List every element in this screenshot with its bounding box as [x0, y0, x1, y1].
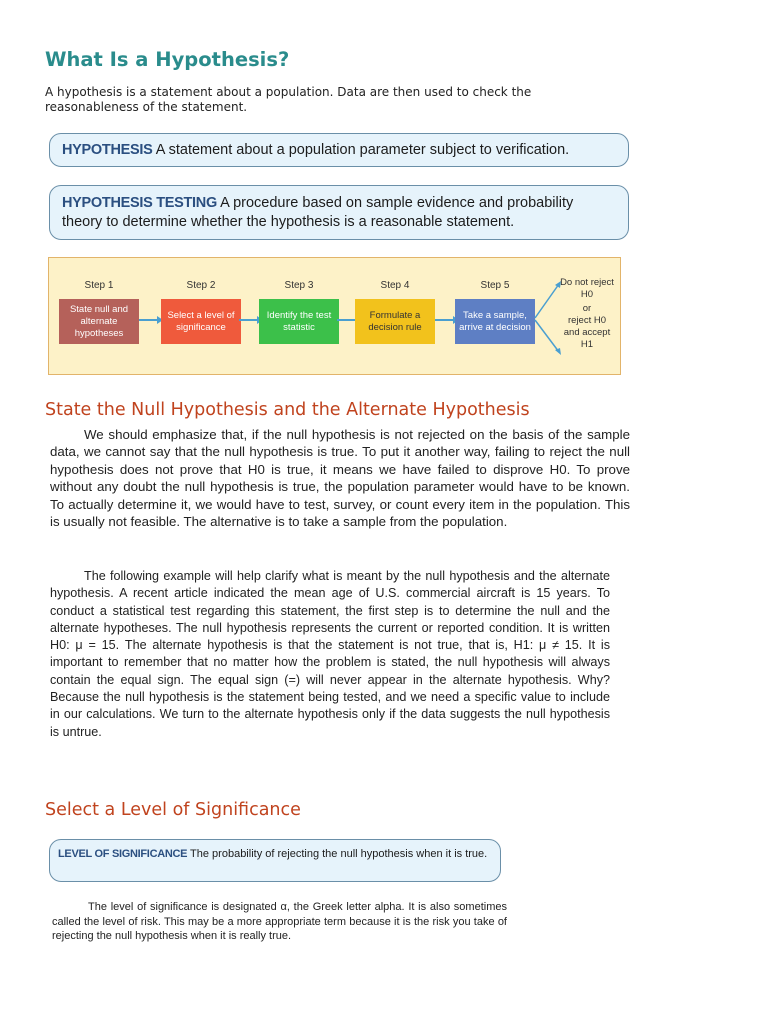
step-label: Step 3: [284, 280, 314, 291]
step-box-decision-rule: Formulate a decision rule: [355, 299, 435, 344]
arrow-icon: [139, 319, 161, 321]
step-box-significance: Select a level of significance: [161, 299, 241, 344]
outcome-reject: reject H0 and accept H1: [563, 315, 611, 350]
definition-text: A procedure based on sample evidence and probability theory to determine whether the hypothesis is a reasonable statement.: [62, 195, 574, 230]
paragraph-null-hypothesis-1: [50, 426, 630, 530]
definition-box-hypothesis-testing: [49, 185, 629, 240]
step-label: Step 1: [84, 280, 114, 291]
arrow-icon: [435, 319, 457, 321]
paragraph-text: We should emphasize that, if the null hypothesis is not rejected on the basis of the sample data, we cannot say that the null hypothesis is true. To put it another way, failing to reject the null hypothesis does not prove that H0 is true, it means we have failed to disprove H0. To prove without any doubt the null hypothesis is true, the population parameter would have to be known. To actually determine it, we would have to test, survey, or count every item in the population. This is usually not feasible. The alternative is to take a sample from the population.: [50, 427, 630, 530]
step-box-state-hypotheses: State null and alternate hypotheses: [59, 299, 139, 344]
step-box-take-sample: Take a sample, arrive at decision: [455, 299, 535, 344]
step-label: Step 5: [480, 280, 510, 291]
intro-text: A hypothesis is a statement about a population. Data are then used to check the reasonableness of the statement.: [45, 85, 532, 114]
definition-box-hypothesis: [49, 133, 629, 167]
page-title: What Is a Hypothesis?: [45, 48, 290, 71]
definition-term: HYPOTHESIS: [62, 142, 153, 158]
definition-text: The probability of rejecting the null hypothesis when it is true.: [190, 848, 488, 860]
outcome-do-not-reject: Do not reject H0: [560, 277, 614, 300]
paragraph-text: The level of significance is designated α, the Greek letter alpha. It is also sometimes called the level of risk. This may be a more appropriate term because it is the risk you take of rejecting the null hypothesis when it is really true.: [52, 901, 507, 942]
paragraph-null-hypothesis-2: [50, 568, 610, 741]
arrow-icon: [239, 319, 261, 321]
hypothesis-testing-steps-diagram: [48, 257, 621, 375]
section-heading-null-hypothesis: State the Null Hypothesis and the Alternate Hypothesis: [45, 400, 530, 420]
step-box-test-statistic: Identify the test statistic: [259, 299, 339, 344]
paragraph-significance: [52, 900, 507, 944]
step-label: Step 2: [186, 280, 216, 291]
definition-term: LEVEL OF SIGNIFICANCE: [58, 848, 188, 860]
definition-term: HYPOTHESIS TESTING: [62, 195, 217, 211]
definition-box-level-of-significance: [49, 839, 501, 882]
definition-text: A statement about a population parameter subject to verification.: [155, 142, 570, 158]
step-label: Step 4: [380, 280, 410, 291]
outcome-or: or: [582, 303, 592, 314]
paragraph-text: The following example will help clarify what is meant by the null hypothesis and the alternate hypothesis. A recent article indicated the mean age of U.S. commercial aircraft is 15 years. To conduct a statistical test regarding this statement, the first step is to determine the null and the alternate hypotheses. The null hypothesis represents the current or reported condition. It is written H0: μ = 15. The alternate hypothesis is that the statement is not true, that is, H1: μ ≠ 15. It is important to remember that no matter how the problem is stated, the null hypothesis will always contain the equal sign. The equal sign (=) will never appear in the alternate hypothesis. Why? Because the null hypothesis is the statement being tested, and we need a specific value to include in our calculations. We turn to the alternate hypothesis only if the data suggests the null hypothesis is untrue.: [50, 569, 610, 739]
section-heading-significance: Select a Level of Significance: [45, 800, 301, 820]
